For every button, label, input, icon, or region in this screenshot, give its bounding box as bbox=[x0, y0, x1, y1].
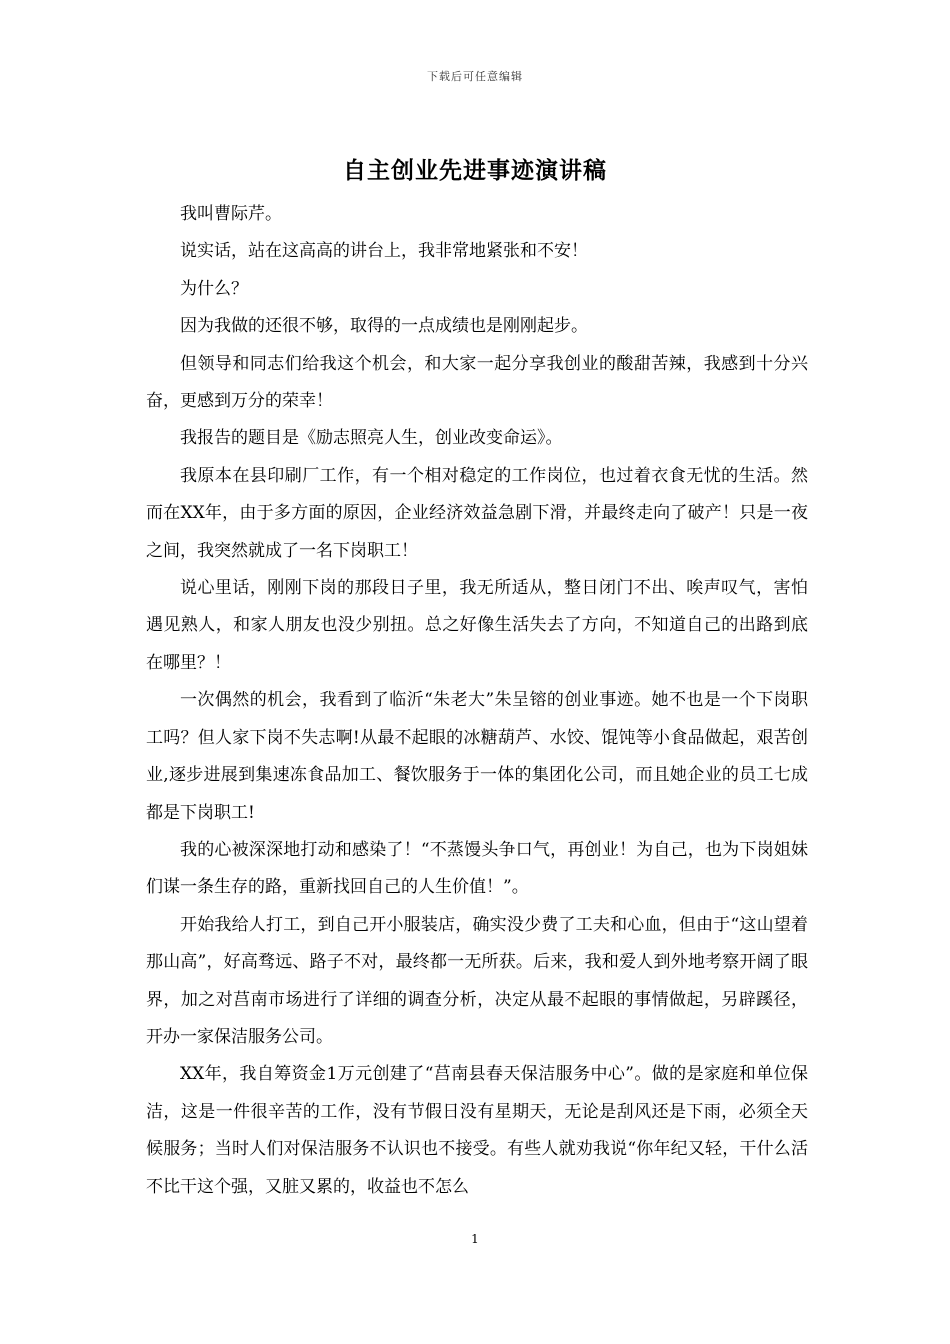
page-number: 1 bbox=[471, 1232, 479, 1246]
paragraph: 但领导和同志们给我这个机会，和大家一起分享我创业的酸甜苦辣，我感到十分兴奋，更感到万分的荣幸！ bbox=[146, 353, 808, 412]
paragraph: 因为我做的还很不够，取得的一点成绩也是刚刚起步。 bbox=[180, 316, 588, 337]
paragraph: 开始我给人打工，到自己开小服装店，确实没少费了工夫和心血，但由于“这山望着那山高”，好高骛远、路子不对，最终都一无所获。后来，我和爱人到外地考察开阔了眼界，加之对莒南市场进行了详细的调查分析，决定从最不起眼的事情做起，另辟蹊径，开办一家保洁服务公司。 bbox=[146, 914, 808, 1047]
paragraph: 我报告的题目是《励志照亮人生，创业改变命运》。 bbox=[180, 428, 563, 449]
paragraph: 我原本在县印刷厂工作，有一个相对稳定的工作岗位，也过着衣食无忧的生活。然而在XX年，由于多方面的原因，企业经济效益急剧下滑，并最终走向了破产！只是一夜之间，我突然就成了一名下岗职工！ bbox=[146, 465, 808, 561]
document-title: 自主创业先进事迹演讲稿 bbox=[343, 157, 607, 184]
paragraph: 一次偶然的机会，我看到了临沂“朱老大”朱呈镕的创业事迹。她不也是一个下岗职工吗？但人家下岗不失志啊!从最不起眼的冰糖葫芦、水饺、馄饨等小食品做起，艰苦创业,逐步进展到集速冻食品加工、餐饮服务于一体的集团化公司，而且她企业的员工七成都是下岗职工! bbox=[146, 690, 808, 823]
document-body bbox=[146, 196, 808, 1206]
paragraph: 说实话，站在这高高的讲台上，我非常地紧张和不安！ bbox=[180, 241, 588, 262]
header-note: 下载后可任意编辑 bbox=[427, 70, 523, 83]
paragraph: XX年，我自筹资金1万元创建了“莒南县春天保洁服务中心”。做的是家庭和单位保洁，这是一件很辛苦的工作，没有节假日没有星期天，无论是刮风还是下雨，必须全天候服务；当时人们对保洁服务不认识也不接受。有些人就劝我说“你年纪又轻，干什么活不比干这个强，又脏又累的，收益也不怎么 bbox=[146, 1064, 808, 1197]
paragraph: 为什么？ bbox=[180, 278, 248, 299]
paragraph: 说心里话，刚刚下岗的那段日子里，我无所适从，整日闭门不出、唉声叹气，害怕遇见熟人，和家人朋友也没少别扭。总之好像生活失去了方向，不知道自己的出路到底在哪里？！ bbox=[146, 578, 808, 673]
paragraph: 我叫曹际芹。 bbox=[180, 204, 282, 224]
paragraph: 我的心被深深地打动和感染了！“不蒸馒头争口气，再创业！为自己，也为下岗姐妹们谋一条生存的路，重新找回自己的人生价值！”。 bbox=[146, 839, 808, 898]
